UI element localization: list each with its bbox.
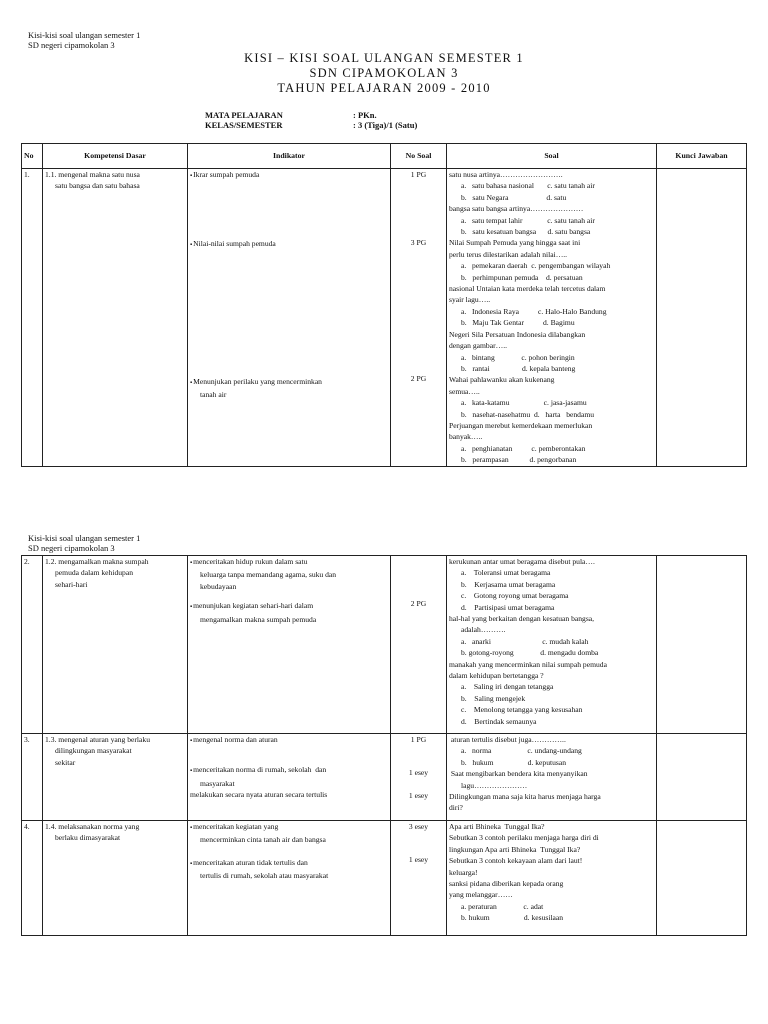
soal-line: Nilai Sumpah Pemuda yang hingga saat ini <box>449 238 581 248</box>
row-soal <box>447 556 657 734</box>
no-soal-item: 1 PG <box>410 170 427 179</box>
row-no-soal <box>391 556 447 734</box>
row-indikator <box>188 734 391 821</box>
col-no-soal: No Soal <box>391 144 447 169</box>
soal-option: a. satu tempat lahir c. satu tanah air <box>461 215 595 225</box>
soal-line: manakah yang mencerminkan nilai sumpah pemuda <box>449 659 607 669</box>
no-soal-item: 1 esey <box>408 790 429 800</box>
kd-line: 1.3. mengenal aturan yang berlaku <box>45 735 151 744</box>
row-no: 1. <box>22 169 43 467</box>
soal-option: b. Maju Tak Gentar d. Bagimu <box>461 318 575 328</box>
meta-value-class: : 3 (Tiga)/1 (Satu) <box>353 120 418 130</box>
page1-header <box>28 30 140 50</box>
soal-line: yang melanggar…… <box>449 890 513 900</box>
row-kunci-jawaban <box>657 169 747 467</box>
kd-line: 1.1. mengenal makna satu nusa <box>45 170 140 179</box>
table-header-row <box>22 144 747 169</box>
meta-label-class: KELAS/SEMESTER <box>205 120 283 130</box>
soal-line: dalam kehidupan bertetangga ? <box>449 671 544 681</box>
indicator-item: ▪ menceritakan aturan tidak tertulis dan <box>190 857 388 870</box>
soal-line: Sebutkan 3 contoh perilaku menjaga harga diri di <box>449 833 599 843</box>
indicator-item: tanah air <box>200 390 227 400</box>
kisi-table-page1 <box>21 143 747 467</box>
soal-option: b. perhimpunan pemuda d. persatuan <box>461 272 583 282</box>
kd-line: pemuda dalam kehidupan <box>55 568 134 578</box>
soal-line: Saat mengibarkan bendera kita menyanyikan <box>449 769 588 779</box>
no-soal-item: 2 PG <box>410 599 427 608</box>
row-no: 3. <box>22 734 43 821</box>
indicator-item: ▪ menceritakan kegiatan yang <box>190 821 388 834</box>
soal-line: diri? <box>449 803 463 813</box>
row-kompetensi-dasar <box>43 556 188 734</box>
soal-option: a. anarki c. mudah kalah <box>461 636 589 646</box>
soal-option: c. Menolong tetangga yang kesusahan <box>461 705 583 715</box>
kd-line: berlaku dimasyarakat <box>55 833 121 843</box>
soal-option: a. satu bahasa nasional c. satu tanah air <box>461 181 595 191</box>
soal-option: a. Toleransi umat beragama <box>461 568 551 578</box>
soal-option: a. Saling iri dengan tetangga <box>461 682 554 692</box>
indicator-item: mencerminkan cinta tanah air dan bangsa <box>200 835 326 845</box>
row-no-soal <box>391 821 447 936</box>
soal-option: a. pemekaran daerah c. pengembangan wilayah <box>461 261 611 271</box>
row-indikator <box>188 556 391 734</box>
soal-option: c. Gotong royong umat beragama <box>461 591 569 601</box>
soal-line: semua….. <box>449 386 480 396</box>
col-indikator: Indikator <box>188 144 391 169</box>
indicator-item: kebudayaan <box>200 581 237 591</box>
page1-header-line-2: SD negeri cipamokolan 3 <box>28 40 115 50</box>
soal-line: Negeri Sila Persatuan Indonesia dilabangkan <box>449 329 586 339</box>
indicator-item: ▪ Menunjukan perilaku yang mencerminkan <box>190 376 388 389</box>
indicator-item: tertulis di rumah, sekolah atau masyarakat <box>200 871 329 881</box>
soal-option: b. gotong-royong d. mengadu domba <box>461 648 599 658</box>
indicator-item: ▪ menceritakan hidup rukun dalam satu <box>190 556 388 569</box>
row-kompetensi-dasar <box>43 169 188 467</box>
page1-header-line-1: Kisi-kisi soal ulangan semester 1 <box>28 30 141 40</box>
table-row <box>22 734 747 821</box>
no-soal-item: 1 esey <box>408 855 429 865</box>
soal-option: b. hukum d. keputusan <box>461 757 567 767</box>
meta-label-subject: MATA PELAJARAN <box>205 110 283 120</box>
soal-line: Perjuangan merebut kemerdekaan memerlukan <box>449 420 593 430</box>
indicator-item: masyarakat <box>200 778 235 788</box>
soal-line: kerukunan antar umat beragama disebut pula…. <box>449 557 595 566</box>
soal-line: banyak….. <box>449 432 483 442</box>
row-indikator <box>188 821 391 936</box>
meta-value-subject: : PKn. <box>353 110 377 120</box>
row-indikator <box>188 169 391 467</box>
no-soal-item: 2 PG <box>410 373 427 383</box>
page-title <box>0 51 768 96</box>
table-row <box>22 169 747 467</box>
row-kunci-jawaban <box>657 556 747 734</box>
indicator-item: ▪ mengenal norma dan aturan <box>190 734 388 747</box>
kd-line: 1.2. mengamalkan makna sumpah <box>45 557 149 566</box>
soal-line: satu nusa artinya……………………. <box>449 170 563 179</box>
kd-line: sehari-hari <box>55 579 88 589</box>
soal-line: keluarga! <box>449 867 478 877</box>
col-kunci-jawaban: Kunci Jawaban <box>657 144 747 169</box>
soal-option: b. perampasan d. pengorbanan <box>461 455 577 465</box>
row-kunci-jawaban <box>657 734 747 821</box>
soal-line: sanksi pidana diberikan kepada orang <box>449 879 564 889</box>
meta-labels <box>205 110 283 130</box>
no-soal-item: 3 PG <box>410 238 427 248</box>
soal-line: dengan gambar….. <box>449 341 507 351</box>
soal-line: lagu………………… <box>461 780 528 790</box>
col-no: No <box>22 144 43 169</box>
row-kompetensi-dasar <box>43 821 188 936</box>
page2-header <box>28 533 140 553</box>
row-no: 4. <box>22 821 43 936</box>
soal-line: nasional Untaian kata merdeka telah tercetus dalam <box>449 284 606 294</box>
indicator-item: melakukan secara nyata aturan secara tertulis <box>190 790 328 800</box>
kisi-table-page2 <box>21 555 747 936</box>
soal-option: b. nasehat-nasehatmu d. harta bendamu <box>461 409 595 419</box>
soal-option: a. peraturan c. adat <box>461 901 544 911</box>
kd-line: satu bangsa dan satu bahasa <box>55 181 140 191</box>
row-kunci-jawaban <box>657 821 747 936</box>
soal-option: d. Bertindak semaunya <box>461 716 537 726</box>
no-soal-item: 3 esey <box>408 822 429 831</box>
kd-line: sekitar <box>55 757 76 767</box>
soal-line: Wahai pahlawanku akan kukenang <box>449 375 555 385</box>
soal-line: bangsa satu bangsa artinya………………… <box>449 204 584 214</box>
soal-option: b. hukum d. kesusilaan <box>461 913 564 923</box>
title-line-3: TAHUN PELAJARAN 2009 - 2010 <box>277 81 491 95</box>
row-kompetensi-dasar <box>43 734 188 821</box>
col-soal: Soal <box>447 144 657 169</box>
soal-line: lingkungan Apa arti Bhineka Tunggal Ika? <box>449 844 581 854</box>
col-kompetensi-dasar: Kompetensi Dasar <box>43 144 188 169</box>
soal-line: Apa arti Bhineka Tunggal Ika? <box>449 822 545 831</box>
no-soal-item: 1 esey <box>408 768 429 778</box>
indicator-item: mengamalkan makna sumpah pemuda <box>200 614 317 624</box>
soal-option: b. rantai d. kepala banteng <box>461 363 576 373</box>
soal-option: a. penghianatan c. pemberontakan <box>461 443 586 453</box>
row-soal <box>447 734 657 821</box>
indicator-item: ▪ menceritakan norma di rumah, sekolah dan <box>190 764 388 777</box>
soal-option: d. Partisipasi umat beragama <box>461 602 555 612</box>
indicator-item: ▪ Nilai-nilai sumpah pemuda <box>190 238 388 251</box>
row-soal <box>447 169 657 467</box>
kd-line: dilingkungan masyarakat <box>55 746 132 756</box>
soal-option: a. norma c. undang-undang <box>461 746 582 756</box>
title-line-2: SDN CIPAMOKOLAN 3 <box>309 66 459 80</box>
page2-header-line-1: Kisi-kisi soal ulangan semester 1 <box>28 533 141 543</box>
soal-option: b. satu Negara d. satu <box>461 192 567 202</box>
row-no: 2. <box>22 556 43 734</box>
soal-line: Dilingkungan mana saja kita harus menjaga harga <box>449 792 601 802</box>
indicator-item: keluarga tanpa memandang agama, suku dan <box>200 570 337 580</box>
indicator-item: ▪ Ikrar sumpah pemuda <box>190 169 388 182</box>
kd-line: 1.4. melaksanakan norma yang <box>45 822 140 831</box>
soal-line: syair lagu….. <box>449 295 491 305</box>
no-soal-item: 1 PG <box>410 735 427 744</box>
soal-line: aturan tertulis disebut juga………….. <box>449 735 566 744</box>
page2-header-line-2: SD negeri cipamokolan 3 <box>28 543 115 553</box>
soal-option: b. Saling mengejek <box>461 693 526 703</box>
soal-line: Sebutkan 3 contoh kekayaan alam dari laut! <box>449 856 583 866</box>
meta-values <box>353 110 417 130</box>
soal-line: perlu terus dilestarikan adalah nilai….. <box>449 249 568 259</box>
table-row <box>22 821 747 936</box>
row-soal <box>447 821 657 936</box>
soal-option: b. satu kesatuan bangsa d. satu bangsa <box>461 227 591 237</box>
soal-line: adalah………. <box>461 625 506 635</box>
row-no-soal <box>391 734 447 821</box>
soal-option: a. kata-katamu c. jasa-jasamu <box>461 398 587 408</box>
row-no-soal <box>391 169 447 467</box>
indicator-item: ▪ menunjukan kegiatan sehari-hari dalam <box>190 600 388 613</box>
soal-line: hal-hal yang berkaitan dengan kesatuan bangsa, <box>449 614 595 624</box>
soal-option: b. Kerjasama umat beragama <box>461 579 556 589</box>
title-line-1: KISI – KISI SOAL ULANGAN SEMESTER 1 <box>244 51 524 65</box>
soal-option: a. bintang c. pohon beringin <box>461 352 575 362</box>
soal-option: a. Indonesia Raya c. Halo-Halo Bandung <box>461 306 607 316</box>
table-row <box>22 556 747 734</box>
